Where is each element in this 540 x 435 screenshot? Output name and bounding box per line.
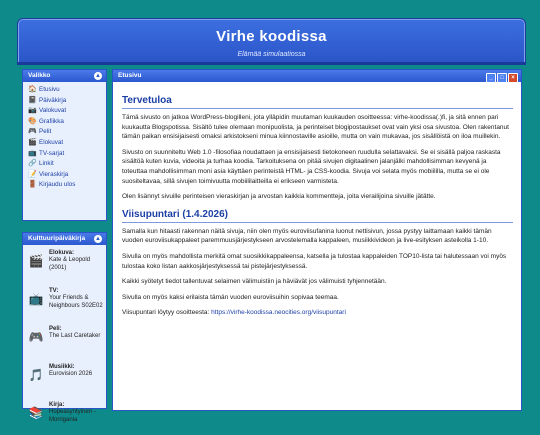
menu-titlebar [23,70,106,82]
culture-item-game [23,323,106,359]
culture-title: Eurovision 2026 [49,371,93,378]
main-window [112,69,522,411]
logout-icon: 🚪 [28,181,37,189]
culture-item-tv [23,285,106,321]
culture-diary-title: Kulttuuripäiväkirja [28,235,86,242]
menu-item-grafiikka[interactable]: 🎨 Grafiikka [28,117,106,128]
menu-panel [22,69,107,221]
culture-title: Kate & Leopold (2001) [49,257,91,271]
menu-item-paivakirja[interactable]: 📓 Päiväkirja [28,96,106,107]
culture-category: Peli: [49,326,62,332]
maximize-button[interactable]: □ [497,73,507,83]
site-title: Virhe koodissa [216,28,327,45]
menu-title: Valikko [28,72,51,79]
paragraph-link [122,308,513,318]
music-icon: 🎵 [28,368,44,382]
tv-icon: 📺 [28,292,44,306]
site-subtitle: Elämää simulaatiossa [237,51,306,58]
viisupuntari-link[interactable]: https://virhe-koodissa.neocities.org/viisupuntari [211,309,346,317]
paragraph: Sivusto on suunniteltu Web 1.0 -filosofiaa noudattaen ja ensisijaisesti tietokoneen ruudulla selattavaksi. Se ei sisällä paljoa raskasta sisältöä kuten kuvia, videoita ja turhaa koodia. Tarkoituksena on pitää sivujen digitaalinen jalanjälki mahdollisimman kevyenä ja toteuttaa mahdollisimman moni asia käyttäen perinteistä HTML- ja CSS-koodia. Sivuja voi selata myös mobiililla, mutta se ei ole suositeltavaa, sillä sivujen toimivuutta mobiililaitteilla ei erikseen varmisteta. [122,148,501,185]
main-content [113,82,521,318]
film-icon: 🎬 [28,138,37,146]
paragraph: Samalla kun hitaasti rakennan näitä sivuja, niin olen myös euroviisufanina luonut nettisivun, jossa pystyy laittamaan kaikki tämän vuoden euroviisukappaleet paremmuusjärjestykseen arvostelemalla kappaleen, musiikkivideon ja live-esityksen asteikolla 1-10. [122,227,492,245]
menu-item-tv-sarjat[interactable]: 📺 TV-sarjat [28,149,106,160]
section-heading-welcome: Tervetuloa [122,95,513,109]
culture-title: Your Friends & Neighbours S02E02 [49,295,103,309]
header-divider [17,62,526,65]
culture-category: TV: [49,288,59,294]
window-title: Etusivu [118,72,142,79]
menu-item-elokuvat[interactable]: 🎬 Elokuvat [28,138,106,149]
menu-item-etusivu[interactable]: 🏠 Etusivu [28,85,106,96]
link-icon: 🔗 [28,160,37,168]
paragraph: Kaikki syötetyt tiedot tallentuvat selaimen välimuistiin ja häviävät jos välimuisti tyhjennetään. [122,278,387,286]
photo-icon: 📷 [28,107,37,115]
culture-category: Kirja: [49,402,65,408]
menu-item-valokuvat[interactable]: 📷 Valokuvat [28,106,106,117]
culture-item-movie [23,247,106,283]
main-titlebar [113,70,521,82]
clapperboard-icon: 🎬 [28,254,44,268]
window-controls [485,72,518,84]
paragraph: Tämä sivusto on jatkoa WordPress-blogilleni, jota ylläpidin muutaman kuukauden osoitteessa: virhe-koodissa(.)fi, ja sitä ennen pari kuukautta Blogspotissa. Sisältö tulee olemaan monipuolista, ja perinteiset blogipostaukset ovat vain yksi osa sivustoa. Olen rakentanut tämän paikan ensisijaisesti omaksi arkistokseni minua kiinnostaville asioille, mutta on vain mukavaa, jos sisällöistä on iloa muillekin. [122,114,509,141]
books-icon: 📚 [28,406,44,420]
tv-icon: 📺 [28,149,37,157]
menu-list [23,85,106,191]
culture-title: Hopeasyntyinen - Morrigania [49,409,96,423]
culture-diary-panel [22,232,107,423]
guestbook-icon: 📝 [28,170,37,178]
diary-icon: 📓 [28,96,37,104]
gamepad-icon: 🎮 [28,330,44,344]
culture-diary-titlebar [23,233,106,245]
menu-item-linkit[interactable]: 🔗 Linkit [28,159,106,170]
menu-collapse-button[interactable]: ▲ [95,73,101,79]
home-icon: 🏠 [28,86,37,93]
culture-category: Elokuva: [49,250,75,256]
paragraph: Sivulla on myös kaksi erilaista tämän vuoden euroviisuihin sopivaa teemaa. [122,293,339,301]
menu-item-pelit[interactable]: 🎮 Pelit [28,127,106,138]
game-icon: 🎮 [28,128,37,136]
site-header [17,18,526,64]
culture-diary-collapse-button[interactable]: ▲ [95,236,101,242]
link-prefix: Viisupuntari löytyy osoitteesta: [122,309,212,317]
culture-item-music [23,361,106,397]
menu-item-vieraskirja[interactable]: 📝 Vieraskirja [28,170,106,181]
menu-item-kirjaudu-ulos[interactable]: 🚪 Kirjaudu ulos [28,180,106,191]
culture-item-book [23,399,106,435]
close-button[interactable]: × [508,73,518,83]
minimize-button[interactable]: _ [486,73,496,83]
section-heading-viisupuntari: Viisupuntari (1.4.2026) [122,209,513,223]
culture-title: The Last Caretaker [49,333,101,340]
palette-icon: 🎨 [28,117,37,125]
paragraph: Sivulla on myös mahdollista merkitä omat suosikkikappaleensa, katsella ja tulostaa kappaleiden TOP10-lista tai halutessaan voi myös tulostaa koko listan aakkosjärjestyksessä tai pistejärjestyksessä. [122,252,507,270]
culture-category: Musiikki: [49,364,75,370]
paragraph: Olen lisännyt sivuille perinteisen vieraskirjan ja arvostan kaikkia kommentteja, joita vierailijoina sivuille jätätte. [122,193,436,201]
